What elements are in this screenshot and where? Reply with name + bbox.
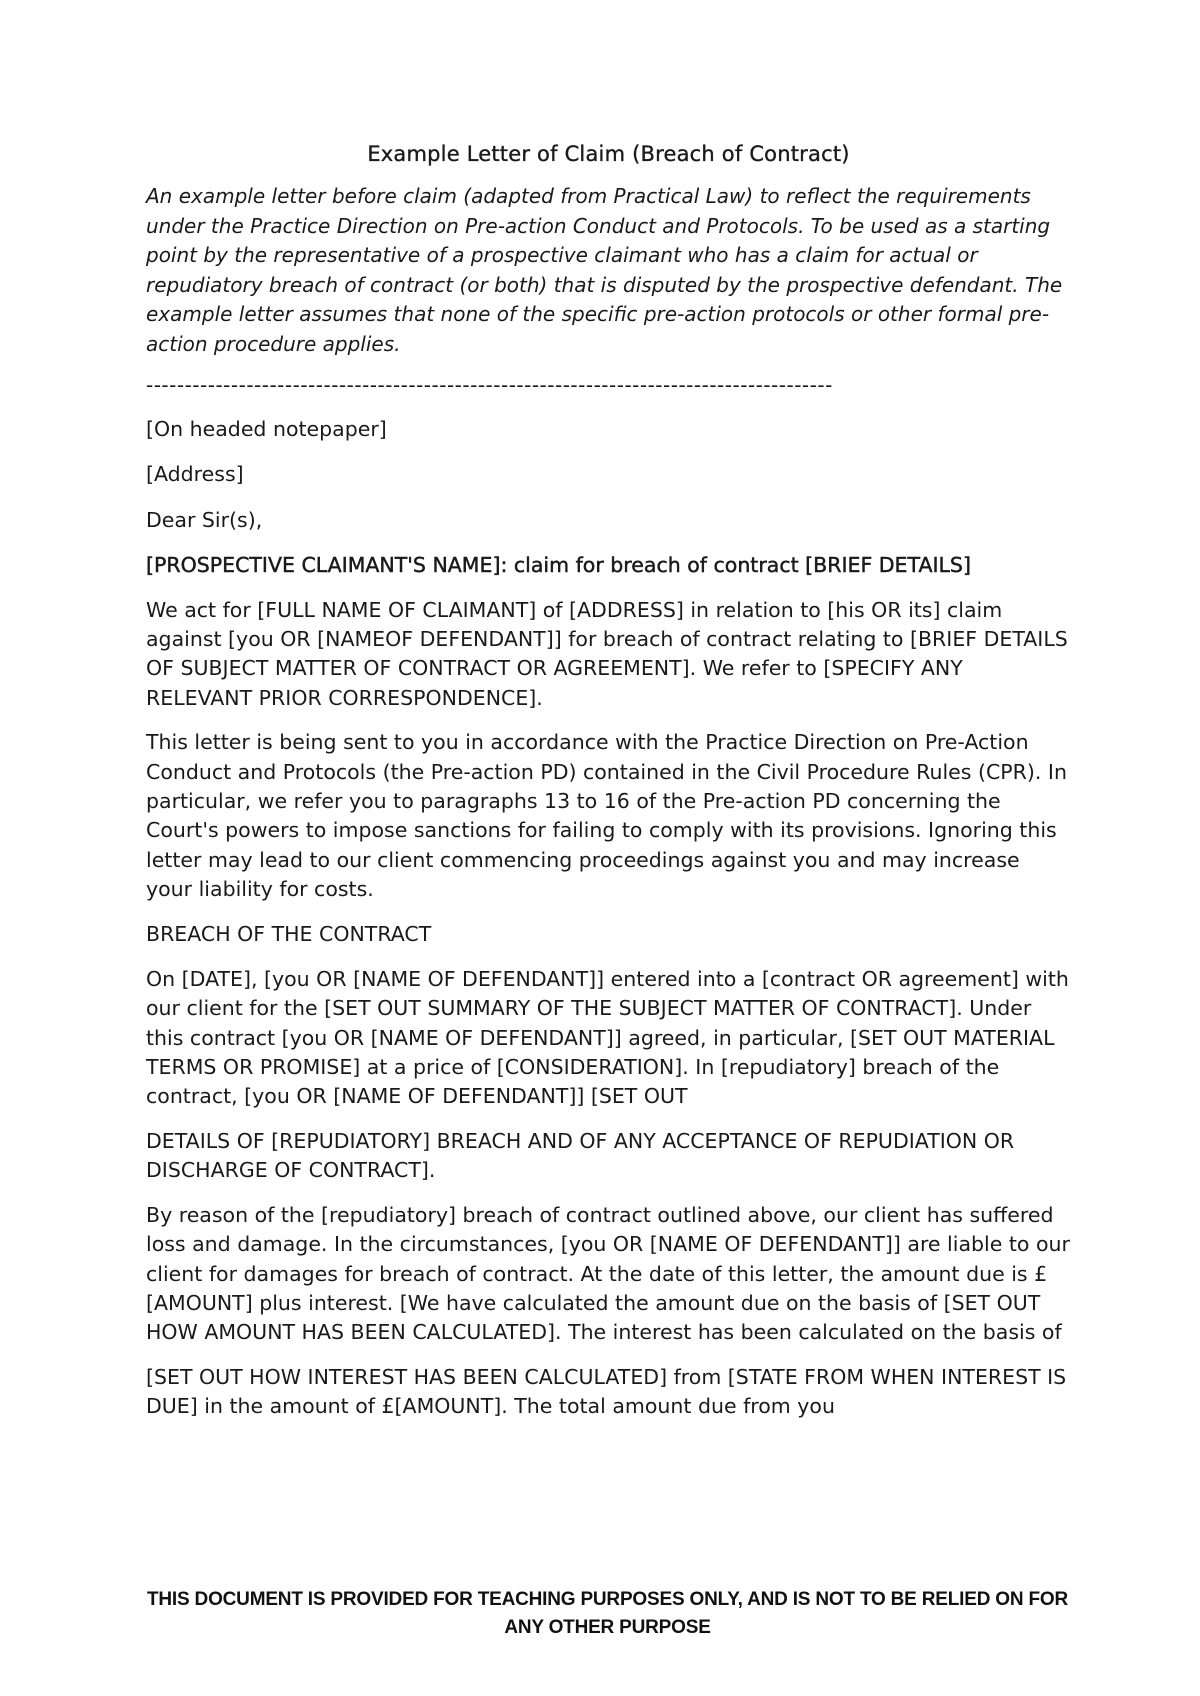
paragraph-breach-details: DETAILS OF [REPUDIATORY] BREACH AND OF ANY ACCEPTANCE OF REPUDIATION OR DISCHARGE OF CONTRACT]. xyxy=(146,1128,1015,1183)
paragraph-interest: [SET OUT HOW INTEREST HAS BEEN CALCULATED] from [STATE FROM WHEN INTEREST IS DUE] in the amount of £[AMOUNT]. The total amount due from you xyxy=(146,1365,1067,1419)
section-heading-breach: BREACH OF THE CONTRACT xyxy=(146,921,432,946)
address-placeholder: [Address] xyxy=(146,462,244,487)
notepaper-placeholder: [On headed notepaper] xyxy=(146,417,387,441)
paragraph-practice-direction: This letter is being sent to you in accordance with the Practice Direction on Pre-Action Conduct and Protocols (the Pre-action PD) contained in the Civil Procedure Rules (CPR). In particular, we refer you to paragraphs 13 to 16 of the Pre-action PD concerning the Court's powers to impose sanctions for failing to comply with its provisions. Ignoring this letter may lead to our client commencing proceedings against you and may increase your liability for costs. xyxy=(146,730,1067,901)
paragraph-contract-details: On [DATE], [you OR [NAME OF DEFENDANT]] entered into a [contract OR agreement] with our client for the [SET OUT SUMMARY OF THE SUBJECT MATTER OF CONTRACT]. Under this contract [you OR [NAME OF DEFENDANT]] agreed, in particular, [SET OUT MATERIAL TERMS OR PROMISE] at a price of [CONSIDERATION]. In [repudiatory] breach of the contract, [you OR [NAME OF DEFENDANT]] [SET OUT xyxy=(146,966,1069,1109)
paragraph-loss-damage: By reason of the [repudiatory] breach of contract outlined above, our client has suffered loss and damage. In the circumstances, [you OR [NAME OF DEFENDANT]] are liable to our client for damages for breach of contract. At the date of this letter, the amount due is £[AMOUNT] plus interest. [We have calculated the amount due on the basis of [SET OUT HOW AMOUNT HAS BEEN CALCULATED]. The interest has been calculated on the basis of xyxy=(146,1203,1070,1345)
paragraph-act-for: We act for [FULL NAME OF CLAIMANT] of [ADDRESS] in relation to [his OR its] claim against [you OR [NAMEOF DEFENDANT]] for breach of contract relating to [BRIEF DETAILS OF SUBJECT MATTER OF CONTRACT OR AGREEMENT]. We refer to [SPECIFY ANY RELEVANT PRIOR CORRESPONDENCE]. xyxy=(146,597,1068,710)
letter-subject-heading: [PROSPECTIVE CLAIMANT'S NAME]: claim for breach of contract [BRIEF DETAILS] xyxy=(146,552,971,577)
salutation: Dear Sir(s), xyxy=(146,507,263,532)
intro-note: An example letter before claim (adapted from Practical Law) to reflect the requirements under the Practice Direction on Pre-action Conduct and Protocols. To be used as a starting point by the representative of a prospective claimant who has a claim for actual or repudiatory breach of contract (or both) that is disputed by the prospective defendant. The example letter assumes that none of the specific pre-action protocols or other formal pre-action procedure applies. xyxy=(146,184,1063,356)
teaching-disclaimer-footer: THIS DOCUMENT IS PROVIDED FOR TEACHING PURPOSES ONLY, AND IS NOT TO BE RELIED ON FOR ANY OTHER PURPOSE xyxy=(147,1589,1068,1638)
separator-line: ----------------------------------------------------------------------------------------- xyxy=(146,373,833,397)
document-title: Example Letter of Claim (Breach of Contract) xyxy=(367,142,850,166)
document-body xyxy=(146,140,1071,1437)
